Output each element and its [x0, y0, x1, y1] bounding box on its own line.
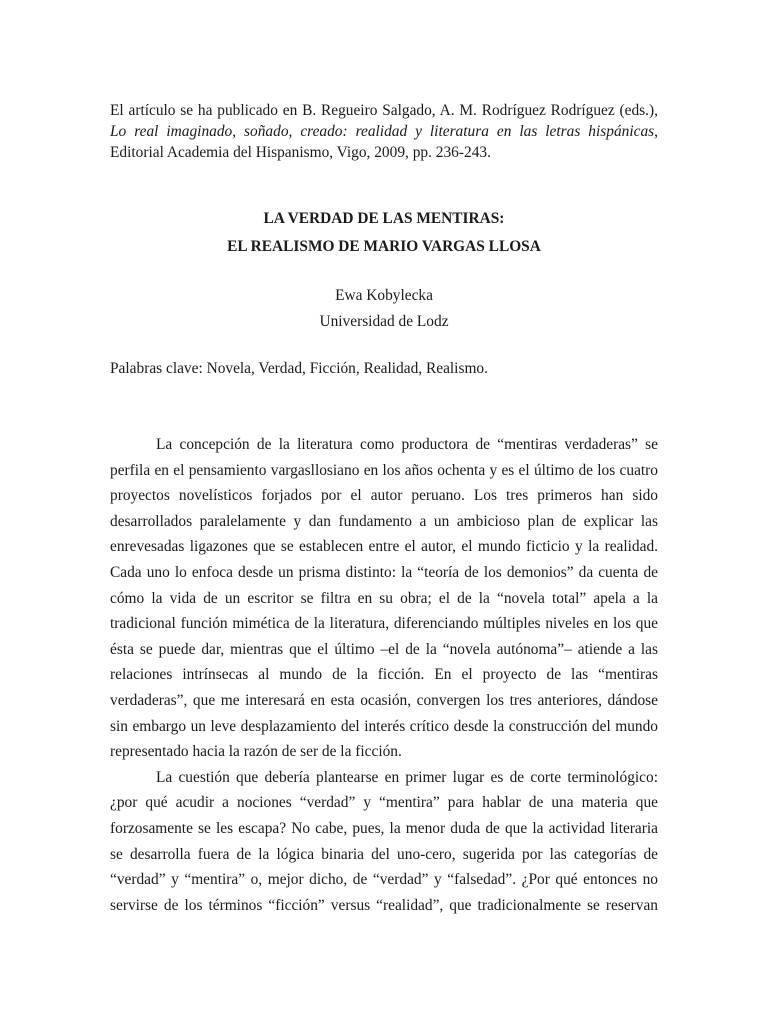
article-subtitle: EL REALISMO DE MARIO VARGAS LLOSA [227, 238, 541, 255]
text-line: cómo la vida de un escritor se filtra en su obra; el de la “novela total” apela a la [110, 589, 658, 607]
text-line: representado hacia la razón de ser de la ficción. [110, 743, 402, 761]
citation-line: Editorial Academia del Hispanismo, Vigo, 2009, pp. 236-243. [110, 144, 491, 161]
text-line: forzosamente se les escapa? No cabe, pues, la menor duda de que la actividad literaria [110, 819, 658, 837]
citation-line [110, 121, 658, 142]
paragraph [110, 432, 658, 765]
author-affiliation: Universidad de Lodz [319, 313, 449, 330]
text-line: enrevesadas ligazones que se establecen entre el autor, el mundo ficticio y la realidad. [110, 538, 658, 556]
text-line: se desarrolla fuera de la lógica binaria del uno-cero, sugerida por las categorías de [110, 845, 658, 863]
keywords: Palabras clave: Novela, Verdad, Ficción, Realidad, Realismo. [110, 360, 488, 377]
text-line: “verdad” y “mentira” o, mejor dicho, de “verdad” y “falsedad”. ¿Por qué entonces no [110, 871, 658, 889]
text-line: tradicional función mimética de la literatura, diferenciando múltiples niveles en los que [110, 615, 658, 633]
text-line: Cada uno lo enfoca desde un prisma distinto: la “teoría de los demonios” da cuenta de [110, 563, 658, 581]
text-line: La cuestión que debería plantearse en primer lugar es de corte terminológico: [156, 768, 658, 786]
text-line: proyectos novelísticos forjados por el autor peruano. Los tres primeros han sido [110, 487, 658, 505]
citation-punctuation: , [654, 123, 658, 140]
text-line: La concepción de la literatura como productora de “mentiras verdaderas” se [156, 436, 658, 453]
citation-line: El artículo se ha publicado en B. Regueiro Salgado, A. M. Rodríguez Rodríguez (eds.), [110, 102, 658, 119]
text-line: verdaderas”, que me interesará en esta ocasión, convergen los tres anteriores, dándose [110, 691, 658, 709]
text-line: sin embargo un leve desplazamiento del interés crítico desde la construcción del mundo [110, 717, 658, 735]
text-line: desarrollados paralelamente y dan fundamento a un ambicioso plan de explicar las [110, 512, 658, 530]
text-line: perfila en el pensamiento vargasllosiano en los años ochenta y es el último de los cuatro [110, 461, 658, 479]
text-line: relaciones intrínsecas al mundo de la ficción. En el proyecto de las “mentiras [110, 666, 658, 684]
book-title: Lo real imaginado, soñado, creado: realidad y literatura en las letras hispánicas [110, 123, 655, 140]
paragraph [110, 765, 658, 919]
article-title: LA VERDAD DE LAS MENTIRAS: [263, 210, 505, 227]
text-line: ¿por qué acudir a nociones “verdad” y “mentira” para hablar de una materia que [110, 794, 658, 812]
text-line: ésta se puede dar, mientras que el último –el de la “novela autónoma”– atiende a las [110, 640, 658, 658]
author-name: Ewa Kobylecka [335, 287, 433, 304]
article-body [110, 432, 658, 918]
publication-citation [110, 100, 658, 163]
text-line: servirse de los términos “ficción” versus “realidad”, que tradicionalmente se reservan [110, 896, 658, 914]
